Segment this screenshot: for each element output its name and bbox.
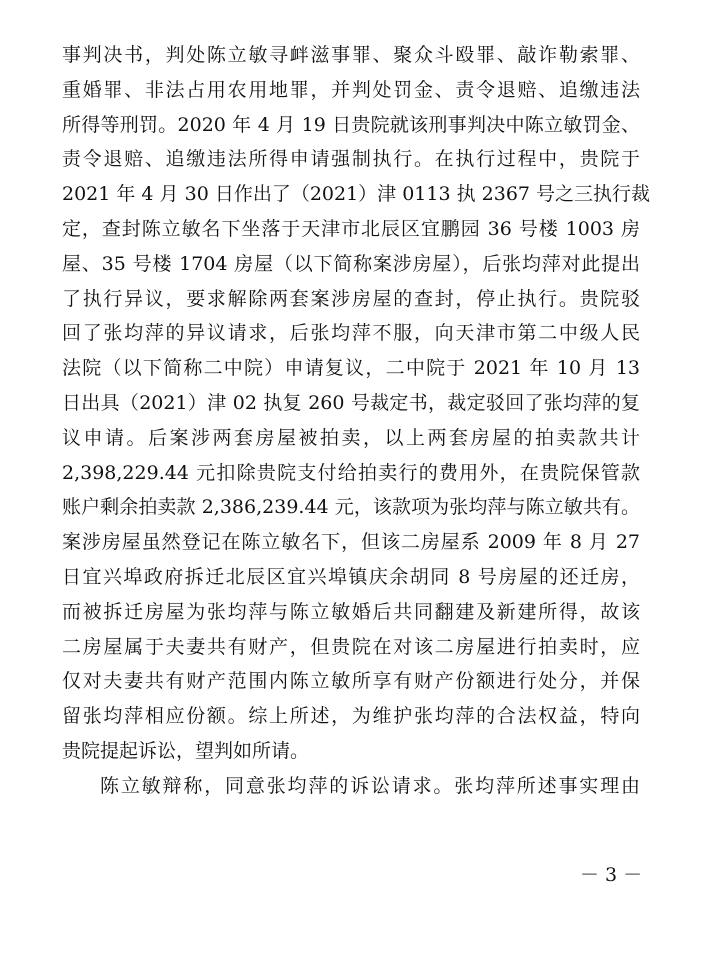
paragraph-end-line: 贵院提起诉讼，望判如所请。 <box>62 739 310 762</box>
text-line: 屋、35 号楼 1704 房屋（以下简称案涉房屋），后张均萍对此提出 <box>62 252 640 275</box>
text-line: 留张均萍相应份额。综上所述，为维护张均萍的合法权益，特向 <box>62 705 640 728</box>
page-number: － 3 － <box>580 864 643 886</box>
text-line: 定，查封陈立敏名下坐落于天津市北辰区宜鹏园 36 号楼 1003 房 <box>62 217 640 240</box>
text-line: 议申请。后案涉两套房屋被拍卖，以上两套房屋的拍卖款共计 <box>62 426 640 449</box>
text-line: 账户剩余拍卖款 2,386,239.44 元，该款项为张均萍与陈立敏共有。 <box>62 496 640 519</box>
text-line: 责令退赔、追缴违法所得申请强制执行。在执行过程中，贵院于 <box>62 148 640 171</box>
text-line: 日出具（2021）津 02 执复 260 号裁定书，裁定驳回了张均萍的复 <box>62 391 640 414</box>
paragraph-start-line: 陈立敏辩称，同意张均萍的诉讼请求。张均萍所述事实理由 <box>100 774 640 797</box>
text-line: 所得等刑罚。2020 年 4 月 19 日贵院就该刑事判决中陈立敏罚金、 <box>62 113 640 136</box>
text-line: 2,398,229.44 元扣除贵院支付给拍卖行的费用外，在贵院保管款 <box>62 461 640 484</box>
text-line: 事判决书，判处陈立敏寻衅滋事罪、聚众斗殴罪、敲诈勒索罪、 <box>62 44 640 66</box>
text-line: 回了张均萍的异议请求，后张均萍不服，向天津市第二中级人民 <box>62 322 640 345</box>
text-line: 而被拆迁房屋为张均萍与陈立敏婚后共同翻建及新建所得，故该 <box>62 600 640 623</box>
text-line: 案涉房屋虽然登记在陈立敏名下，但该二房屋系 2009 年 8 月 27 <box>62 531 640 554</box>
text-line: 2021 年 4 月 30 日作出了（2021）津 0113 执 2367 号之三执行裁 <box>62 183 651 206</box>
body-text <box>62 38 651 804</box>
text-line: 日宜兴埠政府拆迁北辰区宜兴埠镇庆余胡同 8 号房屋的还迁房， <box>62 565 640 588</box>
text-line: 仅对夫妻共有财产范围内陈立敏所享有财产份额进行处分，并保 <box>62 670 640 693</box>
text-line: 二房屋属于夫妻共有财产，但贵院在对该二房屋进行拍卖时，应 <box>62 635 640 658</box>
text-line: 了执行异议，要求解除两套案涉房屋的查封，停止执行。贵院驳 <box>62 287 640 310</box>
text-line: 重婚罪、非法占用农用地罪，并判处罚金、责令退赔、追缴违法 <box>62 78 640 101</box>
text-line: 法院（以下简称二中院）申请复议，二中院于 2021 年 10 月 13 <box>62 357 640 380</box>
